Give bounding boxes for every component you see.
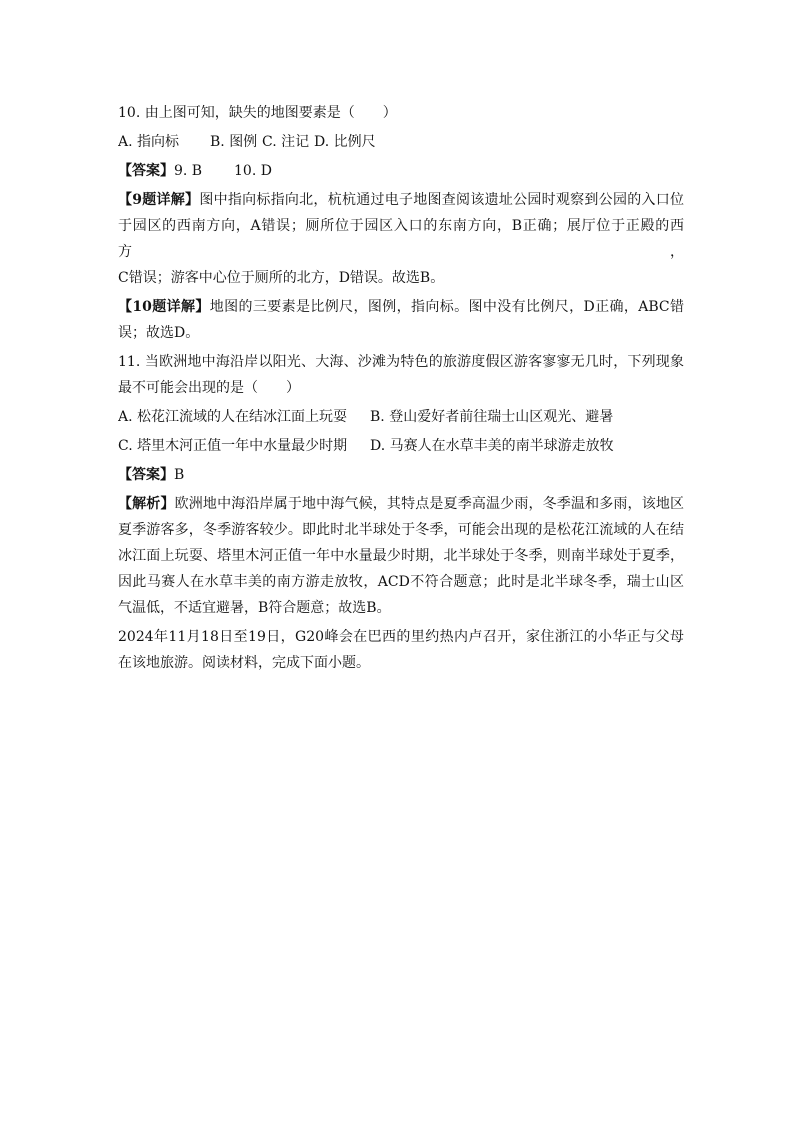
answer-label: 【答案】 (118, 467, 174, 483)
question-10-stem: 10. 由上图可知，缺失的地图要素是（ ） (118, 105, 397, 121)
detail-10-label: 【10题详解】 (118, 299, 210, 315)
option-b: B. 图例 (210, 134, 258, 150)
answer-11-value: B (174, 467, 185, 483)
question-11-options-row-2 (118, 433, 684, 459)
option-d: D. 马赛人在水草丰美的南半球游走放牧 (370, 438, 614, 454)
question-11-stem-1: 11. 当欧洲地中海沿岸以阳光、大海、沙滩为特色的旅游度假区游客寥寥无几时，下列现象 (118, 354, 684, 370)
answer-11 (118, 462, 684, 488)
question-11-options-row-1 (118, 404, 684, 430)
analysis-11-line-5: 气温低，不适宜避暑，B符合题意；故选B。 (118, 600, 391, 616)
material-line-2: 在该地旅游。阅读材料，完成下面小题。 (118, 655, 370, 671)
detail-9-line-1 (118, 187, 684, 213)
analysis-11-line-3: 冰江面上玩耍、塔里木河正值一年中水量最少时期，北半球处于冬季，则南半球处于夏季， (118, 548, 684, 564)
detail-9-line-2: 于园区的西南方向，A错误；厕所位于园区入口的东南方向，B正确；展厅位于正殿的西方， (118, 218, 684, 260)
option-b: B. 登山爱好者前往瑞士山区观光、避暑 (370, 409, 614, 425)
answer-9: 9. B (174, 163, 203, 179)
answer-label: 【答案】 (118, 163, 174, 179)
option-c: C. 塔里木河正值一年中水量最少时期 (118, 438, 348, 454)
answer-10: 10. D (234, 163, 272, 179)
answer-9-10 (118, 158, 684, 184)
detail-9-label: 【9题详解】 (118, 192, 200, 208)
document-page (118, 100, 684, 676)
detail-10-line-1 (118, 294, 684, 320)
question-10-options (118, 129, 684, 155)
option-c: C. 注记 (262, 134, 310, 150)
option-a: A. 松花江流域的人在结冰江面上玩耍 (118, 409, 348, 425)
option-a: A. 指向标 (118, 134, 180, 150)
detail-10-text-1: 地图的三要素是比例尺，图例，指向标。图中没有比例尺，D正确，ABC错 (209, 299, 684, 315)
detail-10-line-2: 误；故选D。 (118, 325, 200, 341)
material-line-1: 2024年11月18日至19日，G20峰会在巴西的里约热内卢召开，家住浙江的小华正与父母 (118, 629, 684, 645)
analysis-label: 【解析】 (118, 496, 175, 512)
question-11-stem-2: 最不可能会出现的是（ ） (118, 380, 300, 396)
detail-9-line-3: C错误；游客中心位于厕所的北方，D错误。故选B。 (118, 270, 445, 286)
detail-9-text-1: 图中指向标指向北，杭杭通过电子地图查阅该遗址公园时观察到公园的入口位 (199, 192, 684, 208)
option-d: D. 比例尺 (314, 134, 376, 150)
analysis-11-line-2: 夏季游客多，冬季游客较少。即此时北半球处于冬季，可能会出现的是松花江流域的人在结 (118, 522, 684, 538)
analysis-11-text-1: 欧洲地中海沿岸属于地中海气候，其特点是夏季高温少雨，冬季温和多雨，该地区 (174, 496, 684, 512)
analysis-11-line-4: 因此马赛人在水草丰美的南方游走放牧，ACD不符合题意；此时是北半球冬季，瑞士山区 (118, 574, 684, 590)
analysis-11-line-1 (118, 491, 684, 517)
